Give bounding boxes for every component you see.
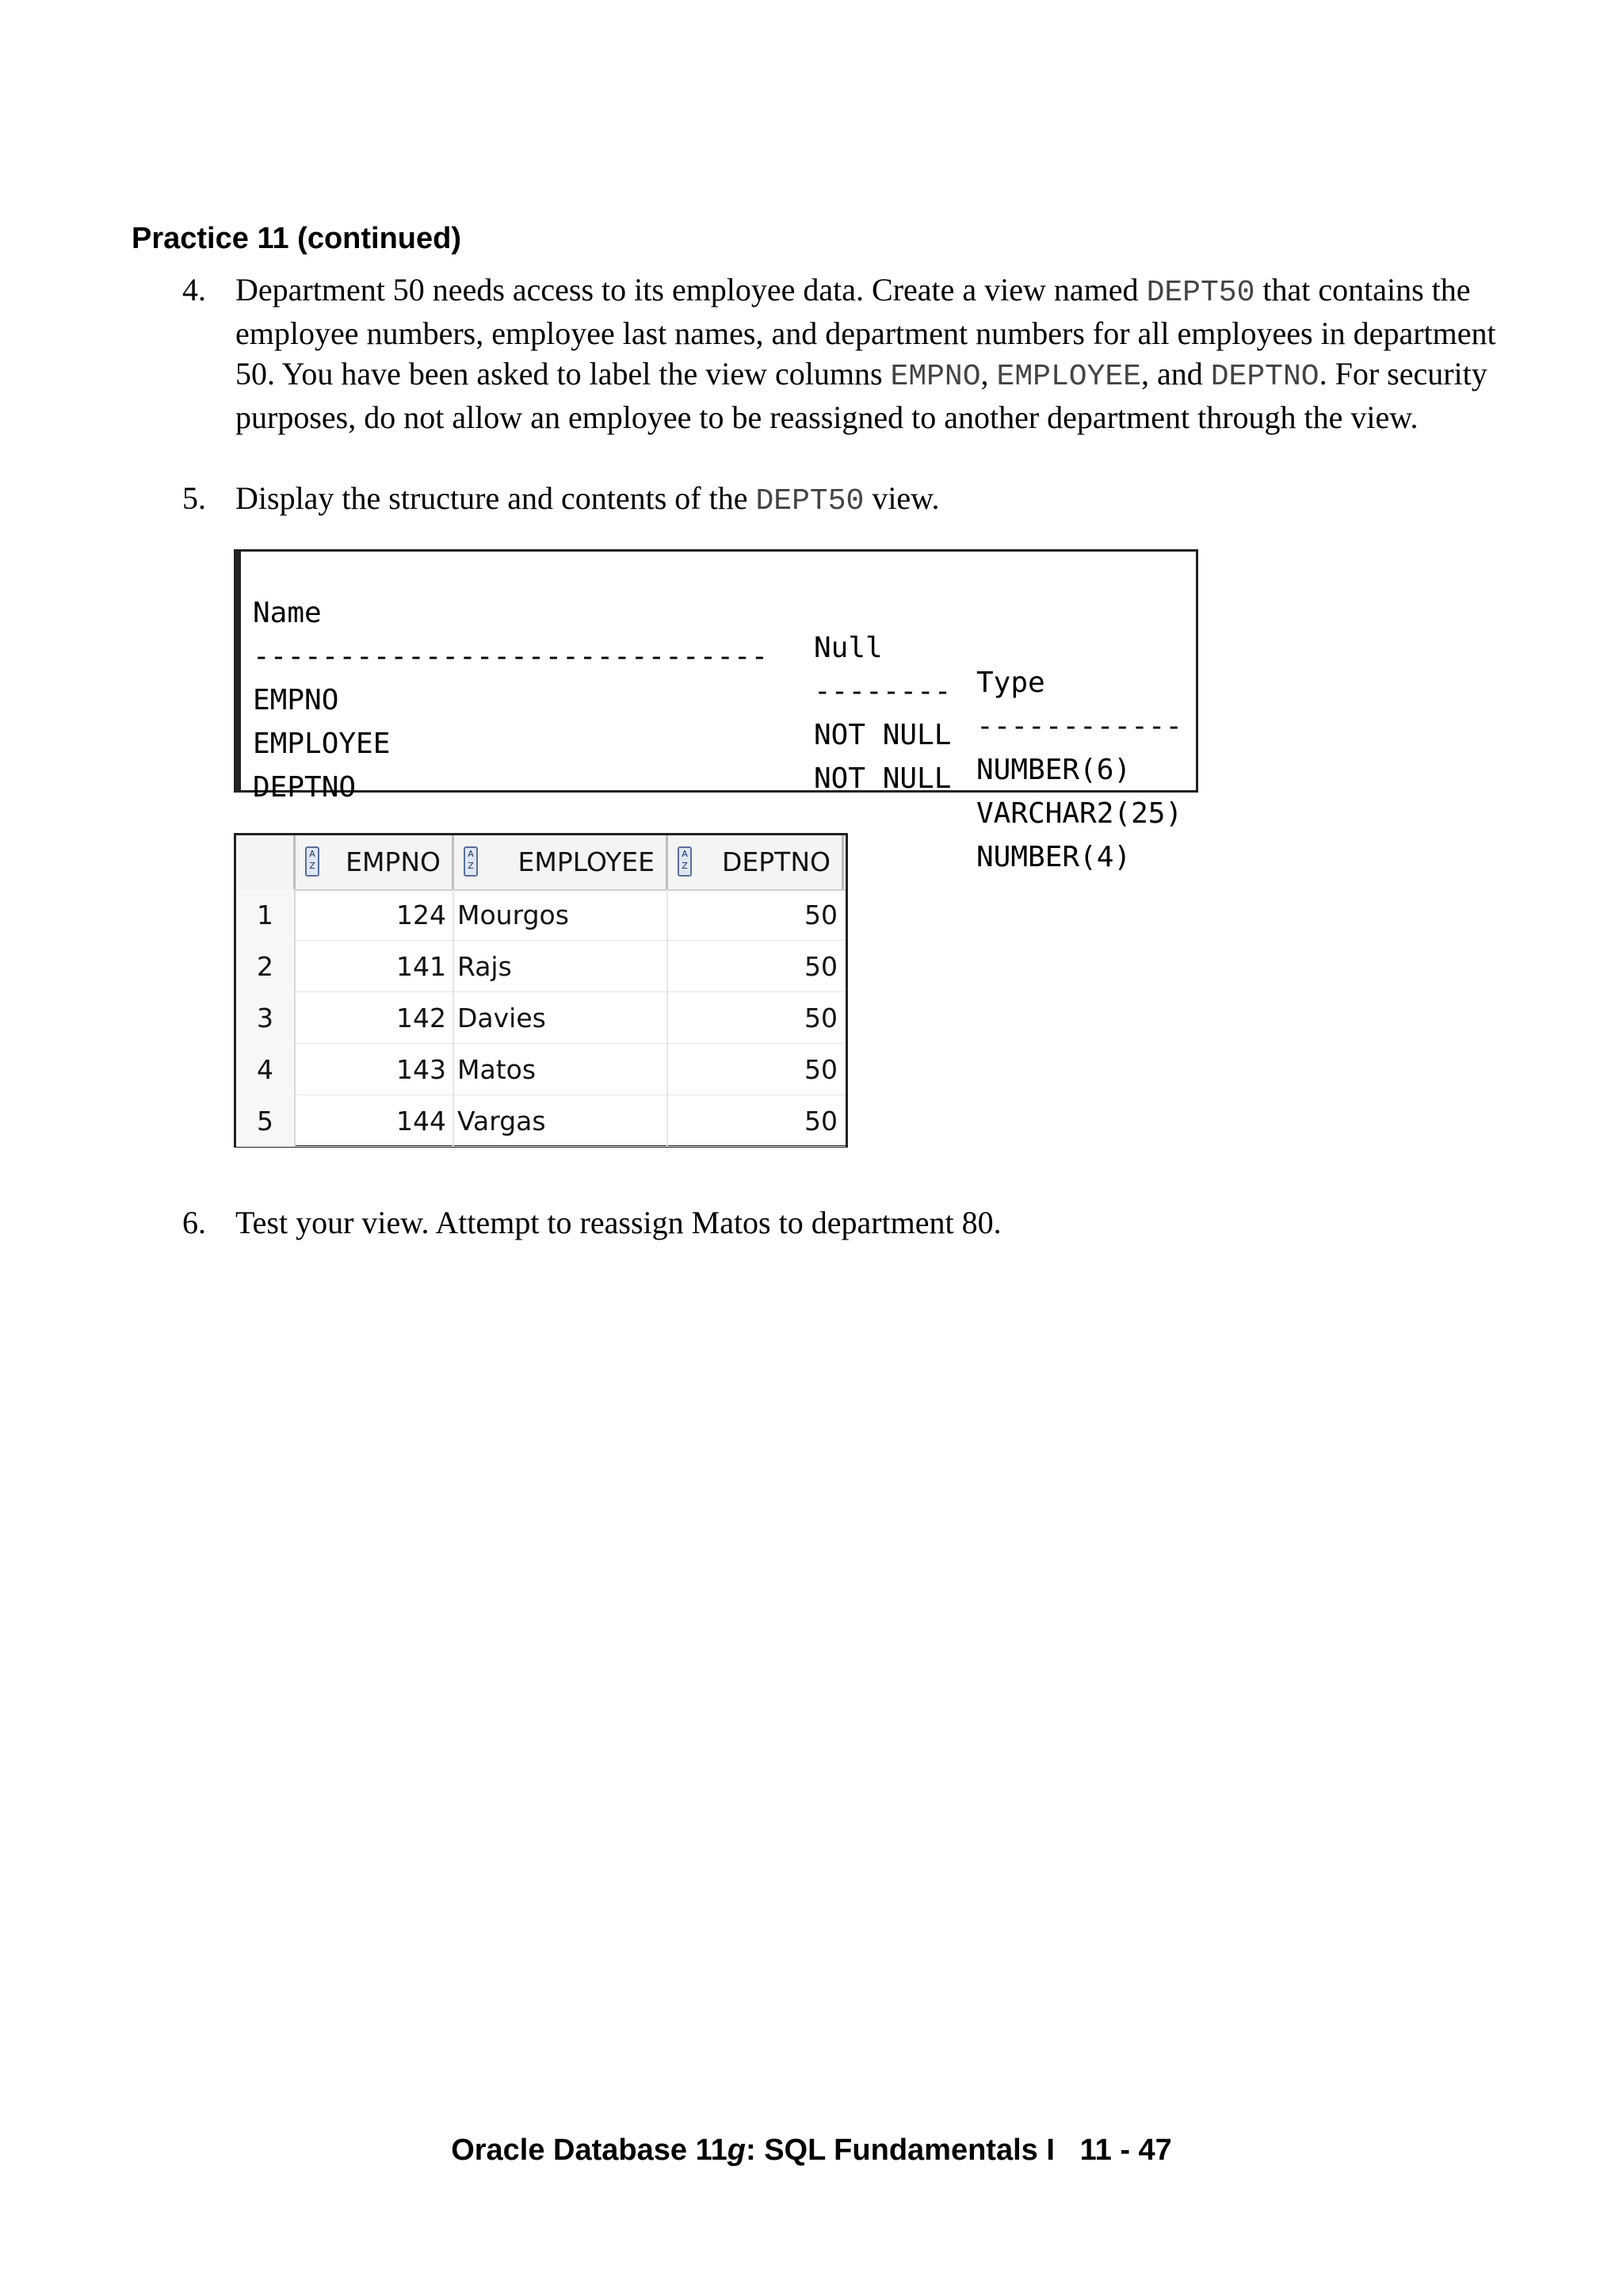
cell-employee[interactable]: Vargas	[454, 1095, 668, 1147]
page-number: 11 - 47	[1079, 2134, 1172, 2167]
grid-header	[236, 835, 846, 891]
sort-icon[interactable]: A Z	[464, 846, 478, 877]
page-footer	[0, 2134, 1623, 2168]
practice-item-6	[182, 1202, 1498, 1243]
table-row[interactable]	[236, 889, 846, 941]
column-label: EMPNO	[346, 846, 441, 877]
row-number: 3	[236, 992, 296, 1044]
footer-title-rest: : SQL Fundamentals I	[745, 2134, 1055, 2167]
describe-header-row	[253, 561, 1045, 699]
code-dept50: DEPT50	[755, 484, 865, 518]
header-null: Null	[814, 632, 883, 664]
cell-empno[interactable]: 124	[296, 889, 454, 941]
item-number: 4.	[182, 272, 206, 308]
footer-title: Oracle Database 11	[451, 2134, 727, 2167]
separator: --------	[814, 675, 952, 708]
column-type: VARCHAR2(25)	[976, 797, 1183, 830]
column-name: EMPLOYEE	[253, 728, 391, 760]
row-number: 4	[236, 1044, 296, 1095]
column-null: NOT NULL	[814, 762, 952, 795]
row-number: 1	[236, 889, 296, 941]
column-name: DEPTNO	[253, 771, 357, 804]
query-results-grid	[234, 833, 848, 1148]
column-header-deptno[interactable]	[668, 835, 844, 889]
item-text: Department 50 needs access to its employee data. Create a view named DEPT50 that contains the employee numbers, employee last names, and department numbers for all employees in department 50. You have been asked to label the view columns EMPNO, EMPLOYEE, and DEPTNO. For security purposes, do not allow an employee to be reassigned to another department through the view.	[235, 272, 1496, 435]
column-name: EMPNO	[253, 684, 339, 716]
cell-empno[interactable]: 142	[296, 992, 454, 1044]
header-type: Type	[976, 667, 1045, 699]
cell-empno[interactable]: 144	[296, 1095, 454, 1147]
column-label: EMPLOYEE	[517, 846, 655, 877]
cell-employee[interactable]: Mourgos	[454, 889, 668, 941]
item-number: 5.	[182, 480, 206, 516]
cell-empno[interactable]: 141	[296, 941, 454, 992]
column-type: NUMBER(6)	[976, 754, 1132, 786]
row-number-header	[236, 835, 296, 889]
code-dept50: DEPT50	[1146, 276, 1255, 310]
sort-icon[interactable]: A Z	[678, 846, 692, 877]
cell-empno[interactable]: 143	[296, 1044, 454, 1095]
column-header-empno[interactable]	[296, 835, 454, 889]
sort-icon[interactable]: A Z	[305, 846, 319, 877]
row-number: 2	[236, 941, 296, 992]
cell-employee[interactable]: Matos	[454, 1044, 668, 1095]
column-null: NOT NULL	[814, 719, 952, 751]
row-number: 5	[236, 1095, 296, 1147]
column-header-employee[interactable]	[454, 835, 668, 889]
item-text: Display the structure and contents of the DEPT50 view.	[235, 480, 940, 518]
practice-item-5	[182, 478, 1498, 521]
separator: ------------------------------	[253, 640, 769, 673]
column-type: NUMBER(4)	[976, 841, 1132, 873]
footer-title-italic: g	[727, 2134, 746, 2167]
code-empno: EMPNO	[890, 360, 981, 394]
page-heading: Practice 11 (continued)	[132, 222, 462, 255]
cell-employee[interactable]: Rajs	[454, 941, 668, 992]
cell-deptno[interactable]: 50	[804, 900, 838, 930]
item-text: Test your view. Attempt to reassign Matos to department 80.	[235, 1205, 1002, 1240]
header-name: Name	[253, 597, 322, 629]
table-row[interactable]	[236, 992, 846, 1044]
code-employee: EMPLOYEE	[996, 360, 1141, 394]
item-number: 6.	[182, 1205, 206, 1240]
cell-employee[interactable]: Davies	[454, 992, 668, 1044]
separator: ------------	[976, 710, 1183, 743]
cell-deptno[interactable]: 50	[804, 951, 838, 982]
cell-deptno[interactable]: 50	[804, 1054, 838, 1085]
cell-deptno[interactable]: 50	[804, 1106, 838, 1137]
code-deptno: DEPTNO	[1210, 360, 1319, 394]
practice-item-4	[182, 269, 1498, 437]
column-label: DEPTNO	[722, 846, 831, 877]
table-row[interactable]	[236, 1044, 846, 1095]
table-row[interactable]	[236, 1095, 846, 1147]
cell-deptno[interactable]: 50	[804, 1003, 838, 1033]
table-row[interactable]	[236, 941, 846, 992]
